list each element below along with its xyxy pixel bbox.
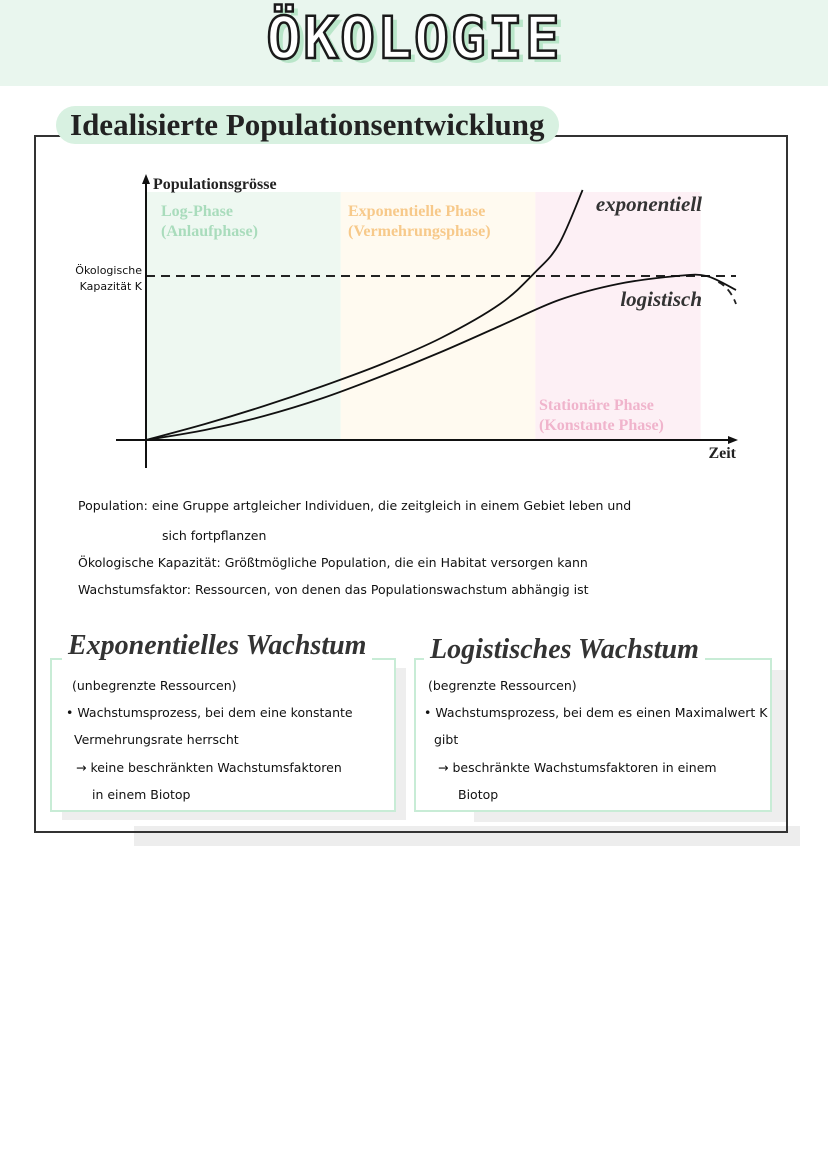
logistic-resources: (begrenzte Ressourcen)	[428, 678, 577, 693]
phase-label-3-line-2: (Konstante Phase)	[539, 417, 664, 434]
logistic-def-3: → beschränkte Wachstumsfaktoren in einem	[438, 760, 717, 775]
exponential-box	[50, 658, 396, 812]
phase-label-1-line-2: (Anlaufphase)	[161, 223, 258, 240]
phase-label-1-line-1: Log-Phase	[161, 203, 233, 220]
capacity-label-line2: Kapazität K	[79, 280, 142, 293]
series-label-logistic: logistisch	[620, 287, 702, 311]
definition-population-cont: sich fortpflanzen	[162, 528, 267, 543]
logistic-def-1: • Wachstumsprozess, bei dem es einen Maximalwert K	[424, 705, 768, 720]
page-title: ÖKOLOGIE	[266, 4, 562, 72]
exponential-def-2: Vermehrungsrate herrscht	[74, 732, 239, 747]
phase-label-3-line-1: Stationäre Phase	[539, 397, 654, 414]
exponential-def-1: • Wachstumsprozess, bei dem eine konstante	[66, 705, 353, 720]
definition-capacity: Ökologische Kapazität: Größtmögliche Population, die ein Habitat versorgen kann	[78, 555, 588, 570]
y-axis-label: Populationsgrösse	[153, 176, 277, 193]
logistic-title: Logistisches Wachstum	[424, 634, 705, 666]
y-axis-arrow	[142, 174, 150, 184]
exponential-def-4: in einem Biotop	[92, 787, 191, 802]
definition-population: Population: eine Gruppe artgleicher Individuen, die zeitgleich in einem Gebiet leben und	[78, 498, 632, 513]
phase-label-2-line-1: Exponentielle Phase	[348, 203, 486, 220]
exponential-resources: (unbegrenzte Ressourcen)	[72, 678, 237, 693]
phase-label-2-line-2: (Vermehrungsphase)	[348, 223, 491, 240]
section-title: Idealisierte Populationsentwicklung	[56, 106, 559, 144]
definition-growth-factor: Wachstumsfaktor: Ressourcen, von denen das Populationswachstum abhängig ist	[78, 582, 589, 597]
logistic-box	[414, 658, 772, 812]
x-axis-label: Zeit	[708, 445, 736, 462]
series-label-exponential: exponentiell	[595, 192, 702, 216]
exponential-def-3: → keine beschränkten Wachstumsfaktoren	[76, 760, 342, 775]
exponential-title: Exponentielles Wachstum	[62, 630, 372, 662]
logistic-def-4: Biotop	[458, 787, 499, 802]
logistic-def-2: gibt	[434, 732, 459, 747]
x-axis-arrow	[728, 436, 738, 444]
population-chart	[0, 0, 828, 480]
capacity-label-line1: Ökologische	[75, 264, 142, 277]
